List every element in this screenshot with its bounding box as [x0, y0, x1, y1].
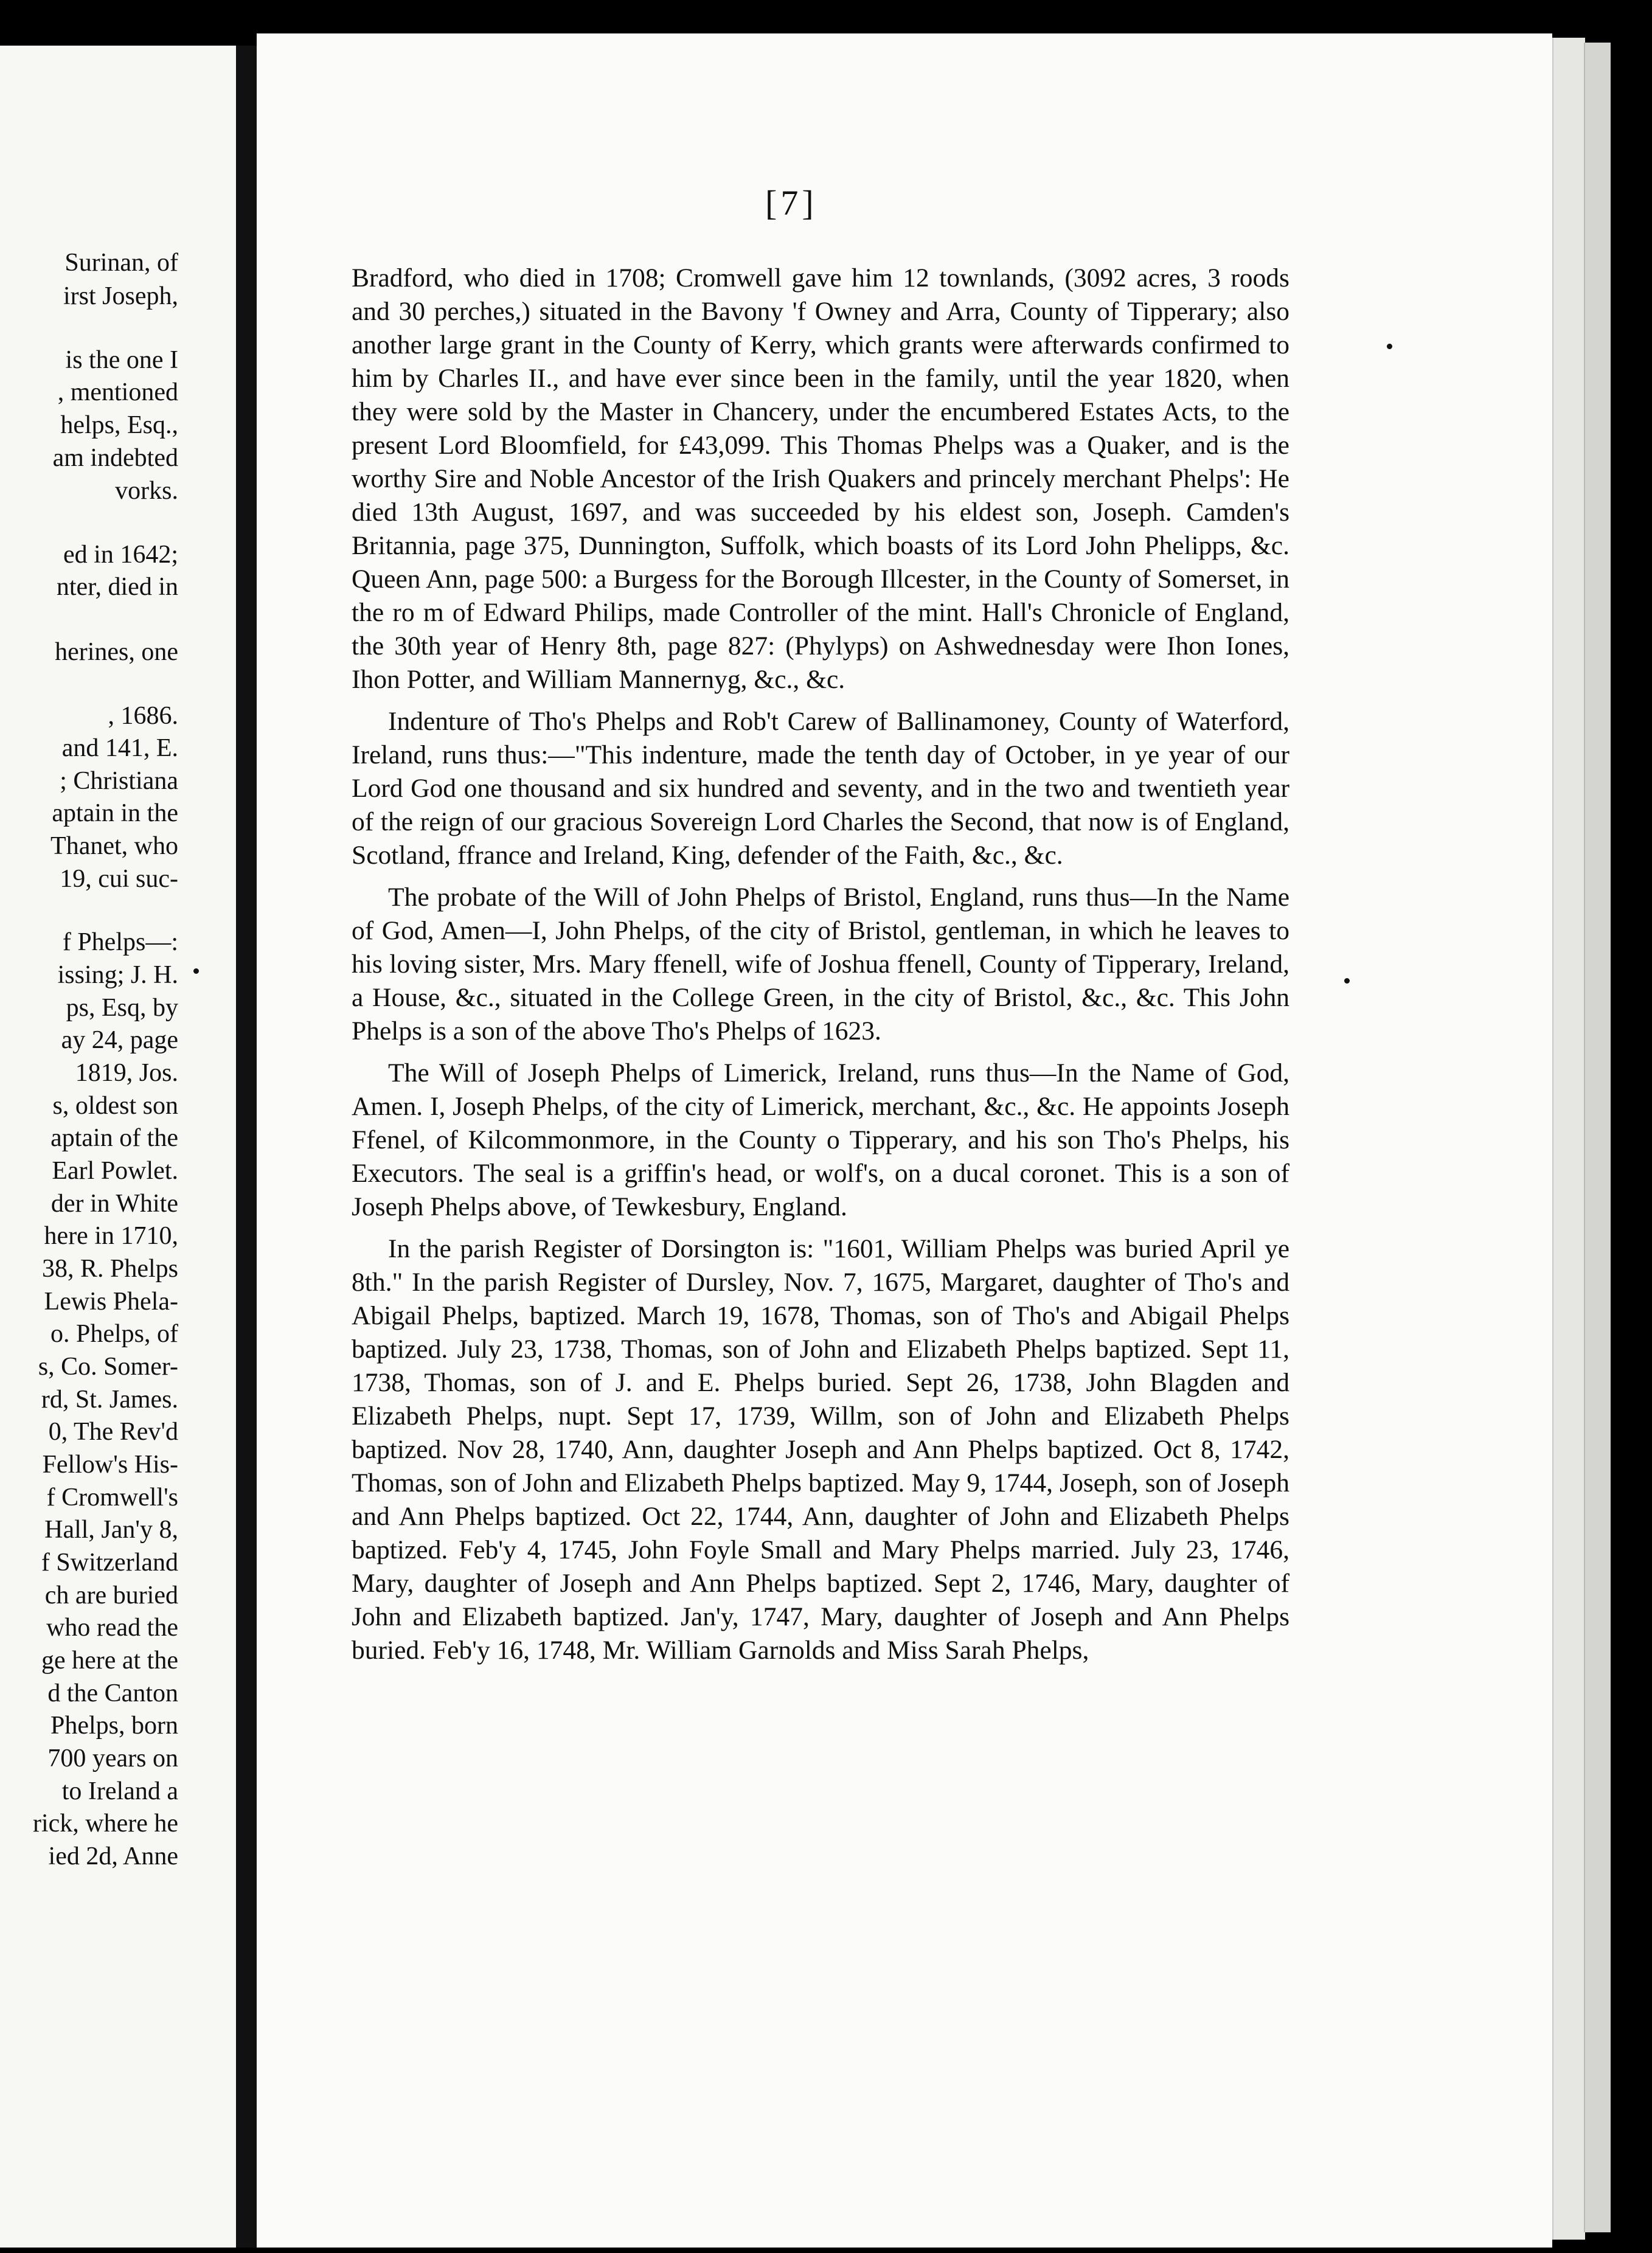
left-page-line: , 1686. — [108, 702, 178, 730]
left-page-line: to Ireland a — [61, 1777, 178, 1805]
left-page-line: Surinan, of — [64, 249, 178, 277]
left-page-line: s, Co. Somer- — [38, 1353, 178, 1381]
speck — [1344, 978, 1350, 984]
left-page-line: here in 1710, — [44, 1222, 178, 1250]
left-page-line: 700 years on — [47, 1744, 178, 1772]
left-page-line: irst Joseph, — [63, 282, 178, 310]
left-page-line: Lewis Phela- — [44, 1288, 178, 1316]
paragraph-5: In the parish Register of Dorsington is: "1601, William Phelps was buried April ye 8th." In the parish Register of Dursley, Nov. 7, 1675, Margaret, daughter of Tho's and Abigail Phelps, baptized. March 19, 1678, Thomas, son of Tho's and Abigail Phelps baptized. July 23, 1738, Thomas, son of John and Elizabeth Phelps baptized. Sept 11, 1738, Thomas, son of J. and E. Phelps buried. Sept 26, 1738, John Blagden and Elizabeth Phelps, nupt. Sept 17, 1739, Willm, son of John and Elizabeth Phelps baptized. Nov 28, 1740, Ann, daughter Joseph and Ann Phelps baptized. Oct 8, 1742, Thomas, son of John and Elizabeth Phelps baptized. May 9, 1744, Joseph, son of Joseph and Ann Phelps baptized. Oct 22, 1744, Ann, daughter of John and Elizabeth Phelps baptized. Feb'y 4, 1745, John Foyle Small and Mary Phelps married. July 23, 1746, Mary, daughter of Joseph and Ann Phelps baptized. Sept 2, 1746, Mary, daughter of John and Elizabeth baptized. Jan'y, 1747, Mary, daughter of Joseph and Ann Phelps buried. Feb'y 16, 1748, Mr. William Garnolds and Miss Sarah Phelps, — [352, 1234, 1289, 1665]
left-page-line: s, oldest son — [52, 1092, 178, 1120]
left-page-line: issing; J. H. — [57, 961, 178, 989]
left-page-line: f Switzerland — [41, 1549, 178, 1577]
left-page-line: f Phelps—: — [62, 928, 178, 956]
left-page-line: ps, Esq, by — [66, 994, 178, 1022]
left-page-line: 0, The Rev'd — [48, 1418, 178, 1446]
left-page-line: 38, R. Phelps — [41, 1255, 178, 1283]
paragraph-2: Indenture of Tho's Phelps and Rob't Carew of Ballinamoney, County of Waterford, Ireland, runs thus:—"This indenture, made the tenth day of October, in ye year of our Lord God one thousand and six hundred and seventy, and in the two and twentieth year of the reign of our gracious Sovereign Lord Charles the Second, that now is of England, Scotland, ffrance and Ireland, King, defender of the Faith, &c., &c. — [352, 707, 1289, 870]
left-page-line: rd, St. James. — [41, 1386, 178, 1414]
left-page-line: nter, died in — [56, 573, 178, 601]
speck — [1387, 344, 1392, 349]
left-page-line: Fellow's His- — [42, 1451, 178, 1479]
left-page-line: Earl Powlet. — [52, 1157, 178, 1185]
page-edge — [1552, 38, 1585, 2240]
left-page-line: d the Canton — [47, 1679, 178, 1707]
left-page-line: ge here at the — [41, 1647, 178, 1675]
left-page-line: aptain of the — [50, 1124, 178, 1152]
paragraph-3: The probate of the Will of John Phelps of Bristol, England, runs thus—In the Name of God, Amen—I, John Phelps, of the city of Bristol, gentleman, in which he leaves to his loving sister, Mrs. Mary ffenell, wife of Joshua ffenell, County of Tipperary, Ireland, a House, &c., situated in the College Green, in the city of Bristol, &c., &c. This John Phelps is a son of the above Tho's Phelps of 1623. — [352, 883, 1289, 1046]
left-page-line: vorks. — [115, 477, 178, 505]
left-page-line: o. Phelps, of — [50, 1320, 178, 1348]
body-text — [352, 262, 1289, 1676]
left-page-line: f Cromwell's — [46, 1484, 178, 1512]
left-page-line: aptain in the — [52, 799, 178, 827]
left-page-line: ch are buried — [44, 1581, 178, 1609]
left-page-line: Phelps, born — [50, 1712, 178, 1740]
speck — [193, 968, 199, 974]
left-page-line: herines, one — [55, 638, 178, 666]
left-page-line: der in White — [50, 1190, 178, 1218]
left-page-line: Thanet, who — [50, 832, 178, 860]
left-page-line: ; Christiana — [60, 767, 178, 795]
left-page — [0, 46, 236, 2248]
page-number: [7] — [765, 183, 817, 223]
left-page-line: who read the — [46, 1614, 178, 1642]
page-edge-outer — [1584, 43, 1611, 2232]
left-page-line: rick, where he — [32, 1810, 178, 1838]
paragraph-1: Bradford, who died in 1708; Cromwell gave him 12 townlands, (3092 acres, 3 roods and 30 perches,) situated in the Bavony 'f Owney and Arra, County of Tipperary; also another large grant in the County of Kerry, which grants were afterwards confirmed to him by Charles II., and have ever since been in the family, until the year 1820, when they were sold by the Master in Chancery, under the encumbered Estates Acts, to the present Lord Bloomfield, for £43,099. This Thomas Phelps was a Quaker, and is the worthy Sire and Noble Ancestor of the Irish Quakers and princely merchant Phelps': He died 13th August, 1697, and was succeeded by his eldest son, Joseph. Camden's Britannia, page 375, Dunnington, Suffolk, which boasts of its Lord John Phelipps, &c. Queen Ann, page 500: a Burgess for the Borough Illcester, in the County of Somerset, in the ro m of Edward Philips, made Controller of the mint. Hall's Chronicle of England, the 30th year of Henry 8th, page 827: (Phylyps) on Ashwednesday were Ihon Iones, Ihon Potter, and William Mannernyg, &c., &c. — [352, 263, 1289, 694]
left-page-line: 19, cui suc- — [60, 865, 178, 893]
book-gutter — [236, 46, 257, 2248]
paragraph-4: The Will of Joseph Phelps of Limerick, Ireland, runs thus—In the Name of God, Amen. I, Joseph Phelps, of the city of Limerick, merchant, &c., &c. He appoints Joseph Ffenel, of Kilcommonmore, in the County o Tipperary, and his son Tho's Phelps, his Executors. The seal is a griffin's head, or wolf's, on a ducal coronet. This is a son of Joseph Phelps above, of Tewkesbury, England. — [352, 1058, 1289, 1221]
left-page-line: is the one I — [65, 346, 178, 374]
left-page-line: , mentioned — [57, 378, 178, 406]
left-page-line: 1819, Jos. — [75, 1059, 178, 1087]
left-page-line: Hall, Jan'y 8, — [44, 1516, 178, 1544]
left-page-line: ed in 1642; — [63, 541, 178, 569]
left-page-line: am indebted — [52, 444, 178, 472]
left-page-line: ay 24, page — [61, 1026, 178, 1054]
left-page-line: ied 2d, Anne — [48, 1842, 178, 1870]
left-page-line: and 141, E. — [61, 734, 178, 762]
left-page-line: helps, Esq., — [60, 411, 178, 439]
